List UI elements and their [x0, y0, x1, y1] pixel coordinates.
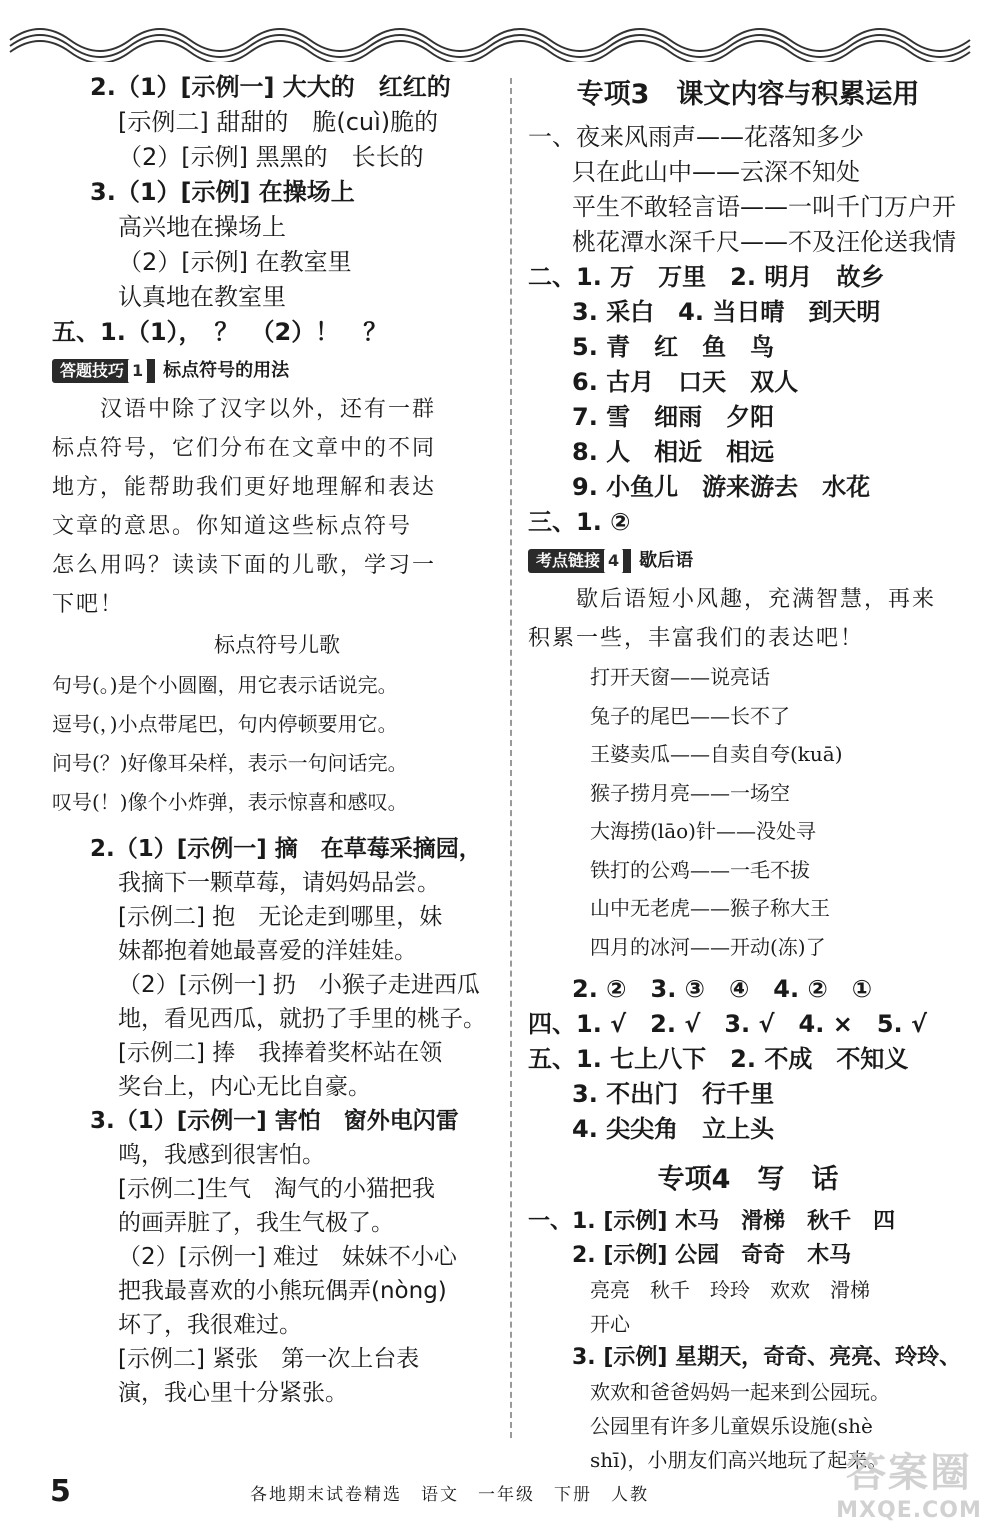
xiehouyu-line: 铁打的公鸡——一毛不拔 [590, 857, 810, 882]
answer-line: 五、1. 七上八下 2. 不成 不知义 [528, 1045, 909, 1073]
xiehouyu-line: 兔子的尾巴——长不了 [590, 703, 790, 728]
answer-line: 3. 不出门 行千里 [572, 1080, 775, 1108]
tip-heading [528, 540, 968, 580]
answer-line: 2.（1）[示例一] 大大的 红红的 [90, 73, 451, 101]
answer-line: 5. 青 红 鱼 鸟 [572, 333, 775, 361]
answer-line: （2）[示例一] 难过 妹妹不小心 [118, 1244, 457, 1270]
answer-line: 认真地在教室里 [118, 283, 286, 311]
answer-line: 3.（1）[示例] 在操场上 [90, 178, 355, 206]
xiehouyu-line: 山中无老虎——猴子称大王 [590, 896, 830, 920]
poem-line: 问号(？)好像耳朵样，表示一句问话完。 [52, 751, 408, 775]
paragraph-line: 下吧！ [52, 592, 125, 617]
paragraph-line: 地方，能帮助我们更好地理解和表达 [52, 475, 437, 500]
answer-line: （2）[示例] 黑黑的 长长的 [118, 143, 424, 171]
section-title-3: 专项3 课文内容与积累运用 [576, 79, 920, 110]
answer-line: shī)，小朋友们高兴地玩了起来。 [590, 1448, 888, 1472]
footer-text: 各地期末试卷精选 语文 一年级 下册 人教 [250, 1485, 649, 1505]
answer-line: 4. 尖尖角 立上头 [572, 1115, 775, 1143]
answer-line: [示例二] 抱 无论走到哪里，妹 [118, 904, 443, 930]
paragraph-line: 歇后语短小风趣，充满智慧，再来 [528, 587, 937, 612]
answer-line: [示例二] 捧 我捧着奖杯站在领 [118, 1040, 443, 1066]
xiehouyu-line: 大海捞(lāo)针——没处寻 [590, 819, 816, 843]
poem-line: 逗号(，)小点带尾巴，句内停顿要用它。 [52, 712, 398, 736]
xiehouyu-line: 四月的冰河——开动(冻)了 [590, 934, 826, 959]
answer-line: 9. 小鱼儿 游来游去 水花 [572, 473, 871, 501]
tip-badge: 答题技巧 1 [52, 359, 155, 383]
answer-line: [示例二]生气 淘气的小猫把我 [118, 1176, 435, 1202]
answer-line: 只在此山中——云深不知处 [572, 158, 860, 186]
answer-line: [示例二] 紧张 第一次上台表 [118, 1346, 420, 1372]
section-title-4: 专项4 写 话 [657, 1164, 839, 1195]
poem-line: 句号(。)是个小圆圈，用它表示话说完。 [52, 673, 398, 697]
answer-line: 二、1. 万 万里 2. 明月 故乡 [528, 263, 885, 291]
answer-line: （2）[示例一] 扔 小猴子走进西瓜 [118, 972, 480, 998]
paragraph-line: 怎么用吗？读读下面的儿歌，学习一 [52, 553, 437, 578]
answer-line: 开心 [590, 1312, 630, 1336]
tip-heading [52, 350, 502, 390]
answer-line: 平生不敢轻言语——一叫千门万户开 [572, 193, 956, 221]
answer-line: 7. 雪 细雨 夕阳 [572, 403, 775, 431]
answer-line: 3. 采白 4. 当日晴 到天明 [572, 298, 881, 326]
answer-line: 公园里有许多儿童娱乐设施(shè [590, 1414, 873, 1438]
top-decorative-border [0, 0, 1008, 62]
answer-line: 桃花潭水深千尺——不及汪伦送我情 [572, 228, 956, 256]
answer-line: 8. 人 相近 相远 [572, 438, 775, 466]
paragraph-line: 文章的意思。你知道这些标点符号 [52, 514, 413, 539]
answer-line: 鸣，我感到很害怕。 [118, 1142, 325, 1168]
page-number: 5 [50, 1474, 71, 1509]
answer-line: 四、1. √ 2. √ 3. √ 4. × 5. √ [528, 1010, 927, 1038]
answer-line: 3.（1）[示例一] 害怕 窗外电闪雷 [90, 1108, 459, 1134]
answer-line: 一、夜来风雨声——花落知多少 [528, 123, 864, 151]
answer-line: 我摘下一颗草莓，请妈妈品尝。 [118, 870, 440, 896]
answer-line: 2. [示例] 公园 奇奇 木马 [572, 1243, 852, 1268]
answer-line: 欢欢和爸爸妈妈一起来到公园玩。 [590, 1380, 890, 1404]
paragraph-line: 积累一些，丰富我们的表达吧！ [528, 626, 865, 651]
answer-line: [示例二] 甜甜的 脆(cuì)脆的 [118, 108, 439, 136]
answer-line: 奖台上，内心无比自豪。 [118, 1074, 371, 1100]
right-column [528, 70, 968, 1477]
answer-line: 三、1. ② [528, 508, 631, 536]
answer-line: 亮亮 秋千 玲玲 欢欢 滑梯 [590, 1278, 870, 1302]
answer-line: 2. ② 3. ③ ④ 4. ② ① [572, 975, 873, 1003]
answer-line: 把我最喜欢的小熊玩偶弄(nòng) [118, 1278, 447, 1304]
answer-line: 高兴地在操场上 [118, 213, 286, 241]
answer-line: 坏了，我很难过。 [118, 1312, 302, 1338]
xiehouyu-line: 猴子捞月亮——一场空 [590, 780, 790, 805]
paragraph-line: 汉语中除了汉字以外，还有一群 [52, 397, 437, 422]
answer-line: 6. 古月 口天 双人 [572, 368, 799, 396]
answer-line: 演，我心里十分紧张。 [118, 1380, 348, 1406]
answer-line: 的画弄脏了，我生气极了。 [118, 1210, 394, 1236]
xiehouyu-line: 王婆卖瓜——自卖自夸(kuā) [590, 742, 843, 766]
poem-title: 标点符号儿歌 [214, 633, 340, 657]
answer-line: 地，看见西瓜，就扔了手里的桃子。 [118, 1006, 486, 1032]
left-column [52, 70, 502, 1410]
watermark-logo: 答案圈 MXQE.COM [836, 1450, 982, 1523]
tip-title: 歇后语 [639, 549, 694, 571]
paragraph-line: 标点符号，它们分布在文章中的不同 [52, 436, 437, 461]
answer-line: （2）[示例] 在教室里 [118, 248, 352, 276]
answer-line: 3. [示例] 星期天，奇奇、亮亮、玲玲、 [572, 1345, 962, 1370]
answer-line: 妹都抱着她最喜爱的洋娃娃。 [118, 938, 417, 964]
tip-title: 标点符号的用法 [163, 359, 290, 381]
answer-line: 一、1. [示例] 木马 滑梯 秋千 四 [528, 1209, 896, 1234]
tip-badge: 考点链接 4 [528, 549, 631, 573]
answer-line: 五、1.（1）， ？ （2）！ ？ [52, 318, 388, 346]
poem-line: 叹号(！)像个小炸弹，表示惊喜和感叹。 [52, 790, 408, 814]
column-divider [510, 78, 512, 1438]
answer-line: 2.（1）[示例一] 摘 在草莓采摘园， [90, 836, 482, 862]
xiehouyu-line: 打开天窗——说亮话 [590, 665, 770, 689]
